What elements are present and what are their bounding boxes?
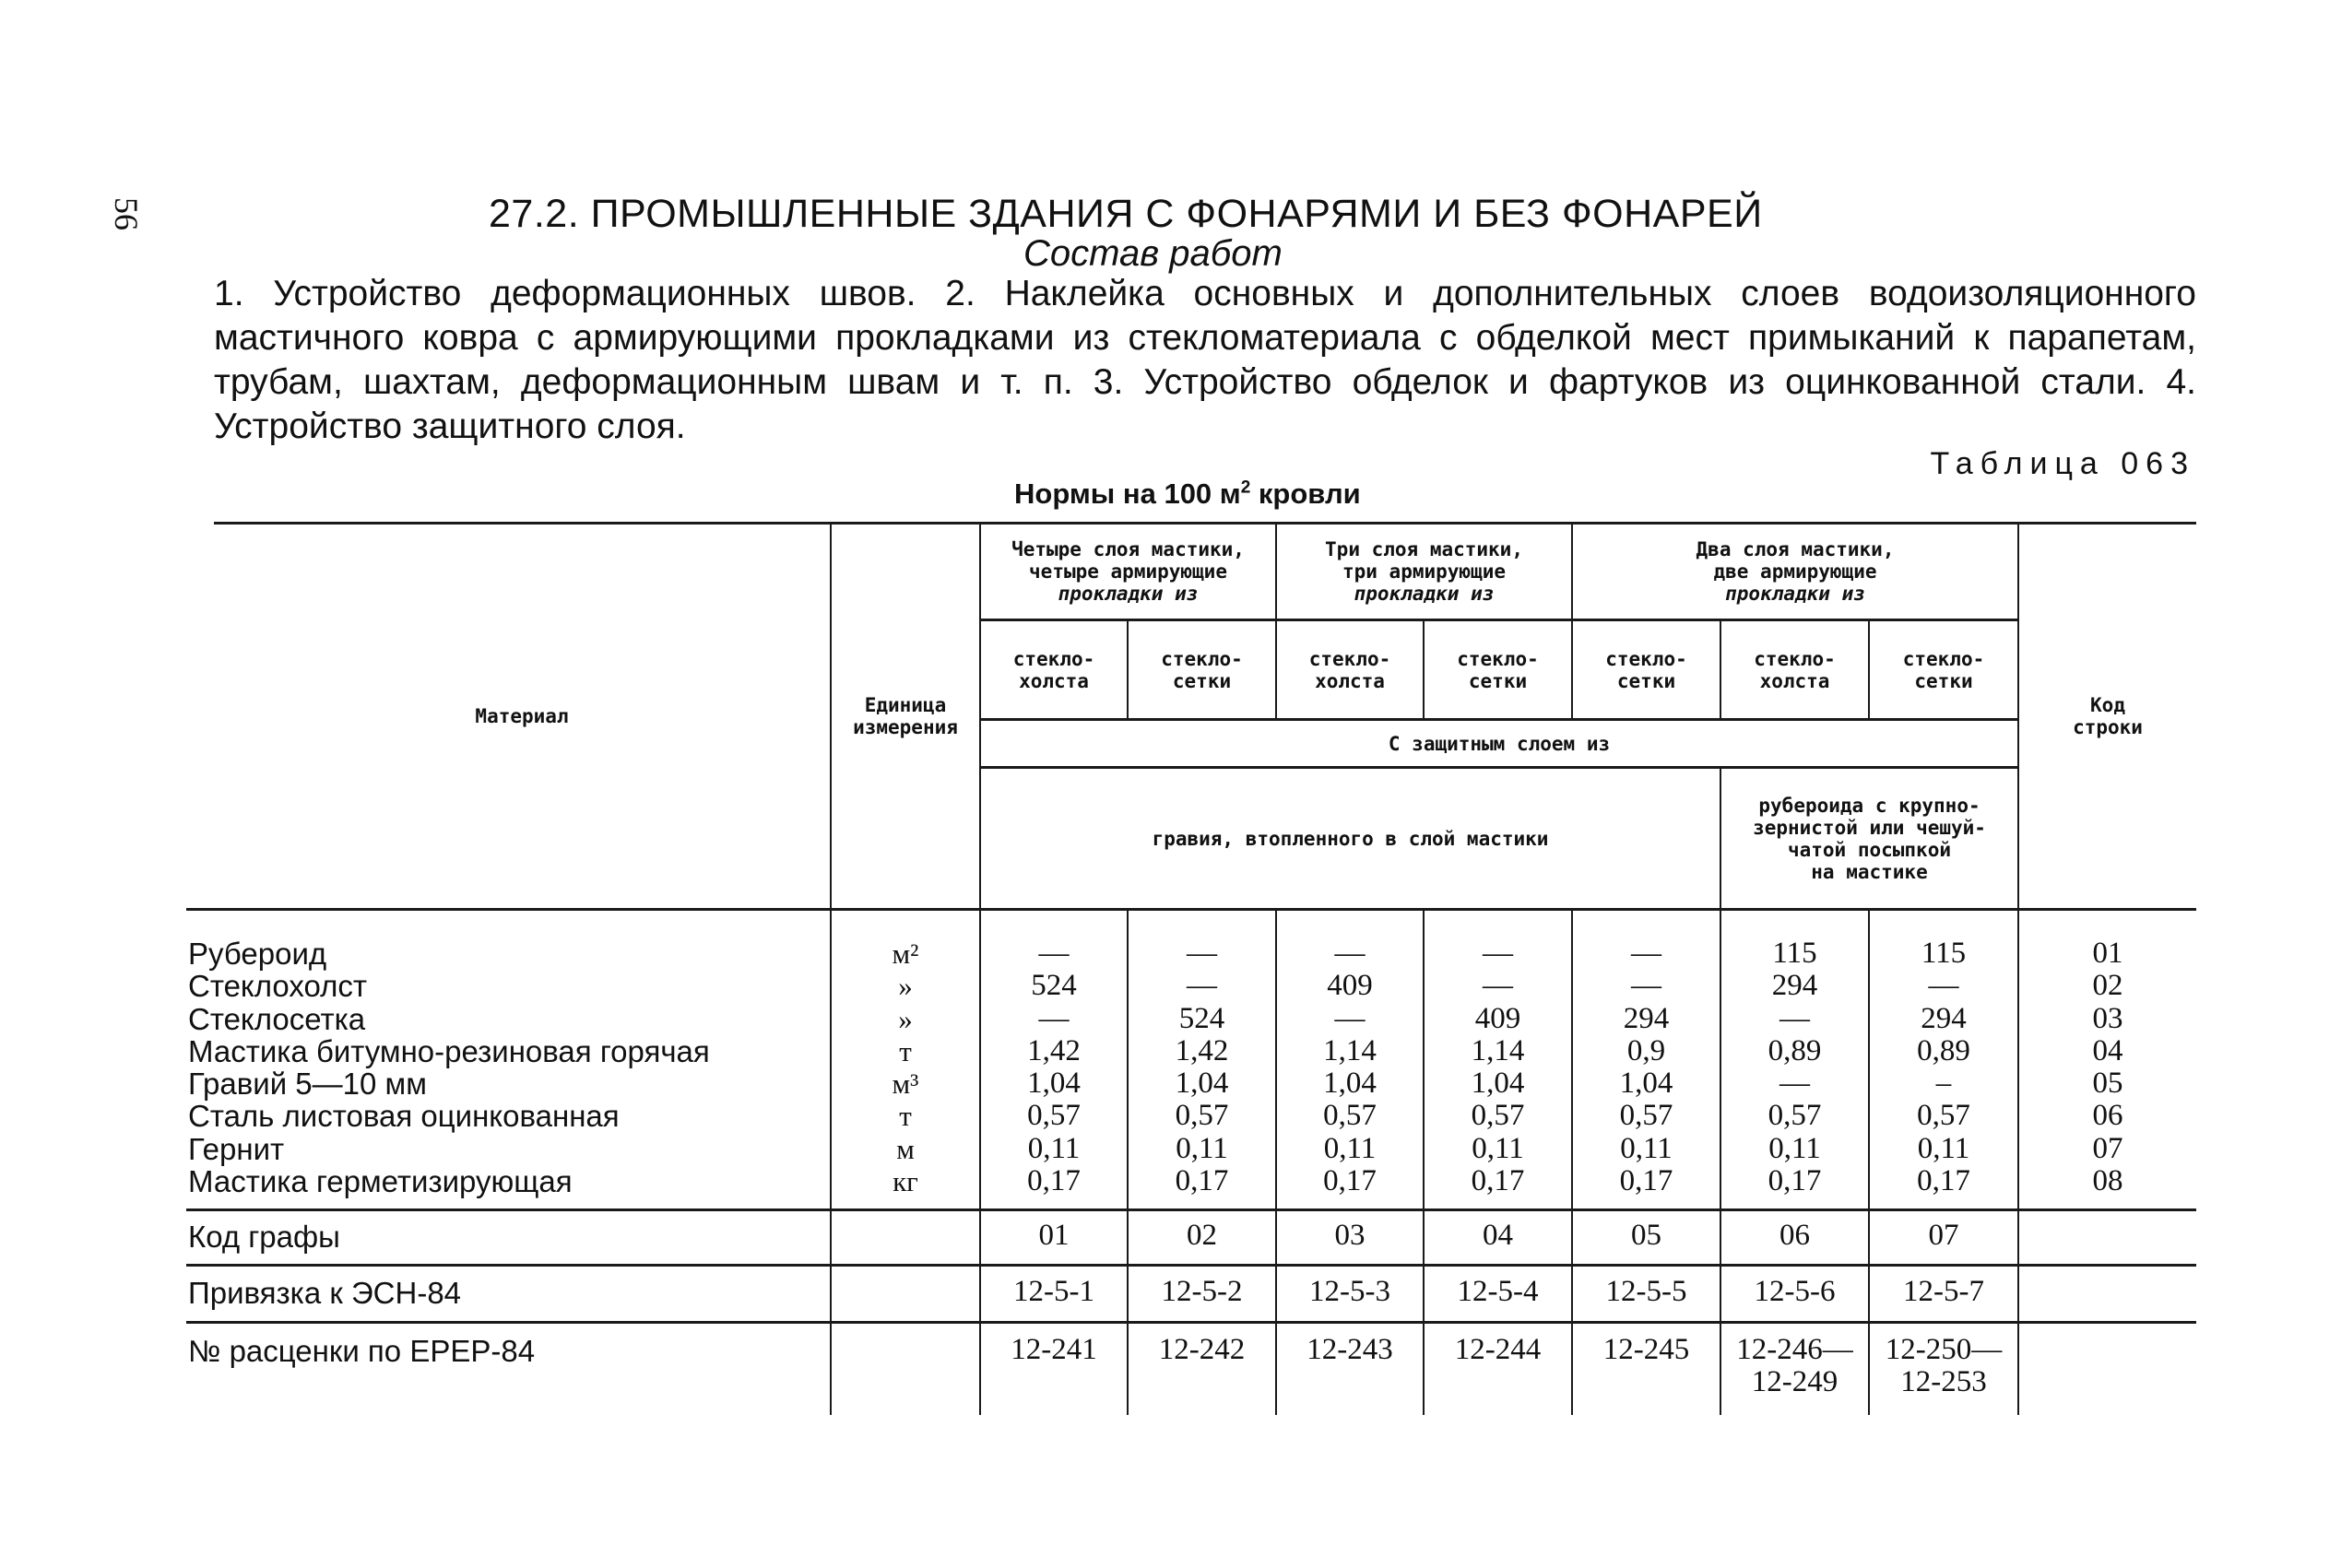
- row-code-cell: 02: [2092, 969, 2123, 1003]
- esn-label: Привязка к ЭСН-84: [188, 1276, 462, 1310]
- value-cell: 1,04: [1027, 1067, 1081, 1101]
- graph-code-cell: 04: [1483, 1219, 1513, 1252]
- value-cell: 115: [1921, 937, 1967, 970]
- subcol-line: стекло-: [1161, 647, 1243, 670]
- value-column-01: [981, 937, 1127, 1197]
- esn-cell: 12-5-1: [1013, 1275, 1094, 1308]
- value-column-04: [1425, 937, 1571, 1197]
- header-row-code-text: Код строки: [2073, 694, 2143, 738]
- norms-caption-suffix: кровли: [1250, 477, 1361, 510]
- gravel-header: гравия, втопленного в слой мастики: [1152, 827, 1549, 850]
- row-code-cell: 04: [2092, 1033, 2123, 1067]
- value-cell: —: [1779, 1001, 1810, 1035]
- erer-line: 12-250—: [1885, 1333, 2003, 1366]
- unit-cell: кг: [893, 1165, 918, 1198]
- header-unit-text: Единица измерения: [853, 694, 958, 738]
- ruberoid-header-line: зернистой или чешуй-: [1753, 816, 1986, 839]
- page-number: 56: [108, 197, 145, 230]
- material-name: Гравий 5—10 мм: [188, 1067, 427, 1102]
- table-number: Таблица 063: [1930, 446, 2195, 481]
- subcol-line: сетки: [1616, 669, 1676, 692]
- erer-cell: [1573, 1334, 1720, 1366]
- erer-line: 12-253: [1900, 1365, 1987, 1398]
- value-cell: —: [1038, 1001, 1070, 1035]
- value-cell: 0,17: [1917, 1164, 1970, 1198]
- unit-cell: м: [896, 1132, 915, 1165]
- group-header-line: Три слоя мастики,: [1325, 538, 1523, 560]
- protective-layer-header: С защитным слоем из: [1388, 732, 1611, 755]
- graph-code-cell: 05: [1631, 1219, 1661, 1252]
- value-cell: 0,57: [1619, 1099, 1673, 1133]
- value-cell: 0,17: [1471, 1164, 1525, 1198]
- group-header-three-layers: [1277, 525, 1571, 619]
- value-cell: 1,04: [1323, 1067, 1377, 1101]
- erer-line: 12-241: [1011, 1333, 1097, 1366]
- value-cell: 0,89: [1768, 1033, 1822, 1067]
- value-cell: 0,57: [1323, 1099, 1377, 1133]
- value-cell: —: [1631, 969, 1661, 1003]
- material-name: Гернит: [188, 1131, 285, 1166]
- value-cell: 0,57: [1471, 1099, 1525, 1133]
- norms-caption: [1014, 477, 1361, 511]
- erer-line: 12-245: [1602, 1333, 1690, 1366]
- subcol-line: сетки: [1468, 669, 1528, 692]
- erer-cell: [981, 1334, 1127, 1366]
- row-code-cell: 01: [2092, 937, 2123, 970]
- subcol-line: стекло-: [1605, 647, 1687, 670]
- subcol-line: стекло-: [1457, 647, 1539, 670]
- value-cell: 1,14: [1471, 1033, 1525, 1067]
- subcol-line: стекло-: [1902, 647, 1985, 670]
- esn-cell: 12-5-2: [1161, 1275, 1243, 1308]
- value-column-02: [1129, 937, 1275, 1197]
- group-header-line: Четыре слоя мастики,: [1011, 538, 1245, 560]
- subcol-header-6: [1721, 621, 1868, 718]
- subcol-line: стекло-: [1308, 647, 1391, 670]
- row-code-column: [2019, 937, 2196, 1197]
- value-cell: 0,57: [1027, 1099, 1081, 1133]
- value-cell: 0,17: [1619, 1164, 1673, 1198]
- value-cell: 0,11: [1768, 1131, 1821, 1165]
- esn-cell: 12-5-7: [1903, 1275, 1984, 1308]
- value-cell: 0,89: [1917, 1033, 1970, 1067]
- unit-cell: т: [899, 1034, 912, 1067]
- value-cell: —: [1038, 937, 1070, 970]
- group-header-four-layers: [981, 525, 1275, 619]
- subcol-line: холста: [1019, 669, 1089, 692]
- esn-cell: 12-5-6: [1754, 1275, 1836, 1308]
- value-cell: –: [1935, 1067, 1952, 1101]
- subcol-line: сетки: [1172, 669, 1232, 692]
- value-cell: —: [1631, 937, 1661, 970]
- subcol-header-2: [1129, 621, 1275, 718]
- row-code-cell: 03: [2092, 1001, 2123, 1035]
- value-cell: 0,11: [1176, 1131, 1228, 1165]
- section-title: 27.2. ПРОМЫШЛЕННЫЕ ЗДАНИЯ С ФОНАРЯМИ И БЕЗ ФОНАРЕЙ: [489, 192, 1763, 236]
- material-name: Стеклохолст: [188, 969, 367, 1004]
- value-cell: 0,9: [1626, 1033, 1666, 1067]
- graph-code-cell: 01: [1038, 1219, 1070, 1252]
- unit-cell: м³: [892, 1067, 919, 1101]
- esn-cell: 12-5-5: [1605, 1275, 1687, 1308]
- value-cell: —: [1187, 937, 1217, 970]
- material-name: Стеклосетка: [188, 1001, 366, 1036]
- norms-caption-prefix: Нормы на 100 м: [1014, 477, 1241, 510]
- norms-caption-sup: 2: [1240, 477, 1251, 498]
- group-header-line: прокладки из: [1058, 583, 1199, 605]
- row-code-cell: 08: [2092, 1164, 2123, 1198]
- value-cell: 1,42: [1175, 1033, 1229, 1067]
- value-column-06: [1721, 937, 1868, 1197]
- value-cell: 0,11: [1323, 1131, 1377, 1165]
- value-cell: 1,14: [1323, 1033, 1377, 1067]
- value-cell: 1,04: [1175, 1067, 1229, 1101]
- value-cell: —: [1187, 969, 1217, 1003]
- unit-column: [832, 937, 979, 1197]
- erer-cell: [1721, 1334, 1868, 1398]
- header-material: Материал: [475, 705, 569, 727]
- subcol-line: стекло-: [1754, 647, 1836, 670]
- value-cell: 0,57: [1768, 1099, 1822, 1133]
- erer-line: 12-242: [1158, 1333, 1246, 1366]
- erer-line: 12-243: [1306, 1333, 1393, 1366]
- value-cell: 115: [1772, 937, 1817, 970]
- value-cell: 524: [1178, 1001, 1225, 1035]
- value-cell: 1,04: [1619, 1067, 1673, 1101]
- row-code-cell: 07: [2092, 1131, 2123, 1165]
- value-cell: —: [1483, 969, 1513, 1003]
- unit-cell: »: [898, 970, 913, 1003]
- subcol-header-1: [981, 621, 1127, 718]
- value-cell: 0,11: [1472, 1131, 1524, 1165]
- value-cell: 294: [1771, 969, 1818, 1003]
- unit-cell: т: [899, 1100, 912, 1133]
- esn-cell: 12-5-3: [1309, 1275, 1390, 1308]
- material-column: [188, 937, 710, 1197]
- value-cell: 294: [1623, 1001, 1670, 1035]
- value-cell: 1,42: [1027, 1033, 1081, 1067]
- value-column-05: [1573, 937, 1720, 1197]
- value-cell: 294: [1921, 1001, 1967, 1035]
- value-cell: —: [1779, 1067, 1810, 1101]
- value-cell: 409: [1327, 969, 1373, 1003]
- ruberoid-header-line: на мастике: [1811, 860, 1928, 883]
- graph-code-cell: 03: [1334, 1219, 1366, 1252]
- value-cell: 1,04: [1471, 1067, 1525, 1101]
- graph-code-cell: 07: [1928, 1219, 1959, 1252]
- value-cell: 0,17: [1027, 1164, 1081, 1198]
- ruberoid-header-line: чатой посыпкой: [1787, 838, 1951, 861]
- ruberoid-header-line: рубероида с крупно-: [1758, 794, 1980, 817]
- value-cell: 0,17: [1768, 1164, 1822, 1198]
- value-cell: —: [1483, 937, 1513, 970]
- unit-cell: »: [898, 1002, 913, 1035]
- subcol-line: холста: [1759, 669, 1830, 692]
- subcol-header-3: [1277, 621, 1423, 718]
- group-header-line: три армирующие: [1342, 560, 1506, 583]
- material-name: Мастика битумно-резиновая горячая: [188, 1033, 710, 1068]
- group-header-line: Два слоя мастики,: [1696, 538, 1895, 560]
- subcol-line: сетки: [1914, 669, 1973, 692]
- value-cell: —: [1928, 969, 1959, 1003]
- value-cell: 0,57: [1175, 1099, 1229, 1133]
- group-header-line: две армирующие: [1713, 560, 1877, 583]
- graph-code-cell: 06: [1779, 1219, 1810, 1252]
- value-column-03: [1277, 937, 1423, 1197]
- header-unit: [832, 525, 979, 908]
- erer-cell: [1129, 1334, 1275, 1366]
- graph-code-cell: 02: [1187, 1219, 1217, 1252]
- group-header-line: прокладки из: [1725, 583, 1865, 605]
- erer-label: № расценки по ЕРЕР-84: [188, 1334, 536, 1368]
- erer-line: 12-244: [1454, 1333, 1542, 1366]
- erer-line: 12-249: [1751, 1365, 1839, 1398]
- ruberoid-header: [1721, 769, 2017, 908]
- value-cell: 524: [1031, 969, 1077, 1003]
- graph-code-label: Код графы: [188, 1220, 340, 1254]
- value-cell: 0,17: [1175, 1164, 1229, 1198]
- erer-cell: [1277, 1334, 1423, 1366]
- row-code-cell: 05: [2092, 1067, 2123, 1101]
- group-header-line: прокладки из: [1354, 583, 1495, 605]
- unit-cell: м²: [892, 937, 919, 970]
- subcol-line: стекло-: [1012, 647, 1095, 670]
- value-cell: —: [1334, 1001, 1366, 1035]
- value-cell: 0,17: [1323, 1164, 1377, 1198]
- group-header-two-layers: [1573, 525, 2017, 619]
- value-cell: 0,11: [1620, 1131, 1673, 1165]
- subcol-header-4: [1425, 621, 1571, 718]
- material-name: Рубероид: [188, 937, 327, 971]
- group-header-line: четыре армирующие: [1029, 560, 1227, 583]
- erer-cell: [1870, 1334, 2017, 1398]
- subcol-line: холста: [1315, 669, 1385, 692]
- value-cell: —: [1334, 937, 1366, 970]
- work-description: 1. Устройство деформационных швов. 2. Наклейка основных и дополнительных слоев водоизоляционного мастичного ковра с армирующими прокладками из стекломатериала с обделкой мест примыканий к парапетам, трубам, шахтам, деформационным швам и т. п. 3. Устройство обделок и фартуков из оцинкованной стали. 4. Устройство защитного слоя.: [214, 274, 2196, 446]
- material-name: Сталь листовая оцинкованная: [188, 1099, 620, 1134]
- erer-cell: [1425, 1334, 1571, 1366]
- value-cell: 409: [1474, 1001, 1521, 1035]
- value-cell: 0,11: [1027, 1131, 1081, 1165]
- row-code-cell: 06: [2092, 1099, 2123, 1133]
- material-name: Мастика герметизирующая: [188, 1164, 573, 1199]
- subcol-header-5: [1573, 621, 1720, 718]
- subcol-header-7: [1870, 621, 2017, 718]
- esn-cell: 12-5-4: [1457, 1275, 1539, 1308]
- erer-line: 12-246—: [1736, 1333, 1853, 1366]
- section-subtitle: Состав работ: [1023, 233, 1283, 274]
- header-row-code: [2019, 525, 2196, 908]
- value-column-07: [1870, 937, 2017, 1197]
- value-cell: 0,57: [1917, 1099, 1970, 1133]
- value-cell: 0,11: [1917, 1131, 1970, 1165]
